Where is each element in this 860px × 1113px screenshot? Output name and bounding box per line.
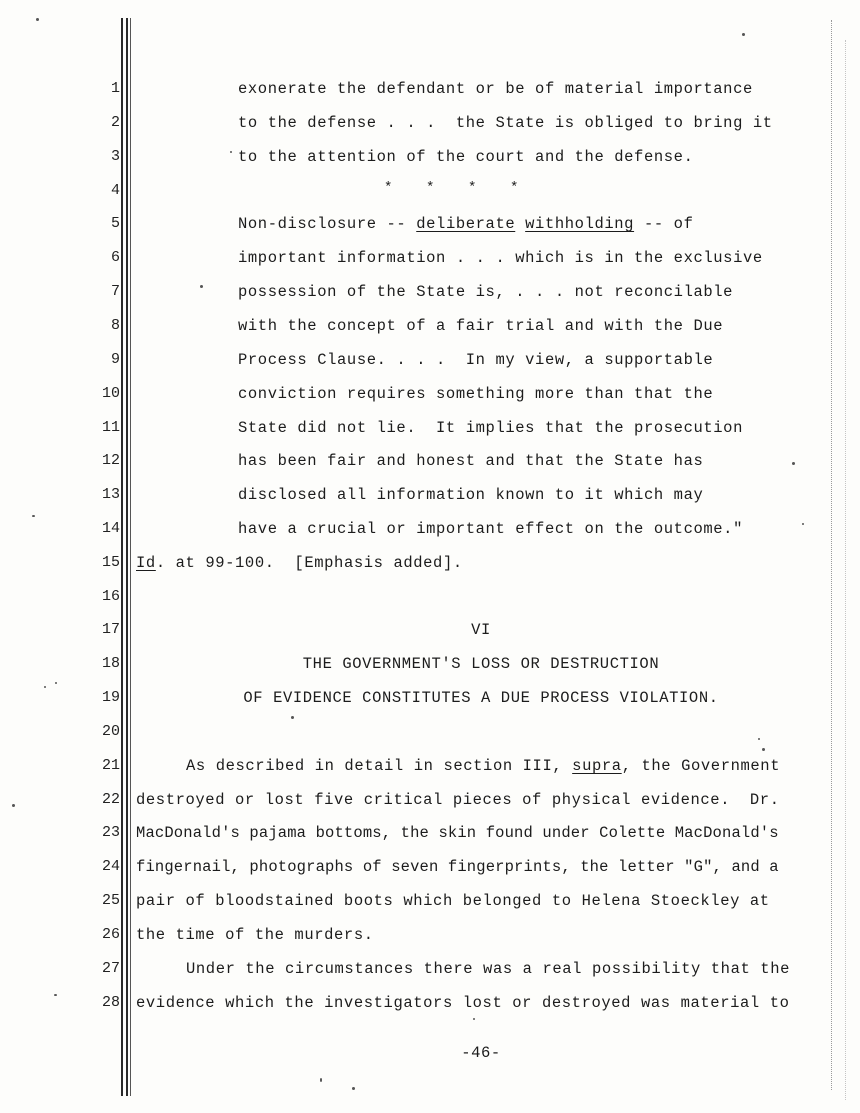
citation-text: . at 99-100. [Emphasis added].	[155, 554, 463, 572]
right-scan-edge	[845, 40, 847, 1100]
line-number: 22	[101, 791, 120, 808]
body-line: pair of bloodstained boots which belonged to Helena Stoeckley at	[136, 892, 770, 910]
line-number: 12	[101, 452, 120, 469]
quote-line: has been fair and honest and that the State has	[238, 452, 704, 470]
quote-line: exonerate the defendant or be of material importance	[238, 80, 753, 98]
body-line: destroyed or lost five critical pieces of physical evidence. Dr.	[136, 791, 780, 809]
line-number: 21	[101, 757, 120, 774]
quote-line: Process Clause. . . . In my view, a supportable	[238, 351, 714, 369]
left-margin-rule-hairline	[130, 18, 131, 1096]
scan-speck	[802, 523, 804, 525]
underlined-emphasis: deliberate	[416, 215, 516, 233]
quote-line: to the defense . . . the State is obliged to bring it	[238, 114, 773, 132]
scan-speck	[762, 748, 765, 751]
line-number: 18	[101, 655, 120, 672]
underlined-supra: supra	[572, 757, 622, 775]
scan-speck	[200, 285, 203, 288]
section-heading: OF EVIDENCE CONSTITUTES A DUE PROCESS VIOLATION.	[243, 689, 719, 707]
line-number: 15	[101, 554, 120, 571]
line-number: 14	[101, 520, 120, 537]
scan-speck	[230, 151, 232, 153]
line-number: 8	[110, 317, 120, 334]
underlined-emphasis: withholding	[525, 215, 635, 233]
body-line: evidence which the investigators lost or destroyed was material to	[136, 994, 790, 1012]
quote-line: have a crucial or important effect on the outcome."	[238, 520, 743, 538]
line-number: 16	[101, 588, 120, 605]
quote-line	[238, 214, 694, 234]
body-line: Under the circumstances there was a real possibility that the	[186, 960, 790, 978]
scan-speck	[36, 18, 39, 21]
body-text: , the Government	[621, 757, 781, 775]
left-margin-rule	[121, 18, 123, 1096]
line-number: 3	[110, 148, 120, 165]
line-number: 26	[101, 926, 120, 943]
quote-text	[515, 215, 525, 233]
page-number: -46-	[461, 1044, 501, 1062]
quote-line: with the concept of a fair trial and with the Due	[238, 317, 724, 335]
citation-id: Id	[136, 554, 156, 572]
scan-speck	[320, 1078, 322, 1082]
line-number: 28	[101, 994, 120, 1011]
body-line: fingernail, photographs of seven fingerprints, the letter "G", and a	[136, 858, 779, 876]
scan-speck	[792, 462, 795, 465]
left-margin-rule-inner	[126, 18, 128, 1096]
body-text: As described in detail in section III,	[186, 757, 573, 775]
scan-speck	[32, 515, 35, 517]
quote-text: -- of	[634, 215, 694, 233]
ellipsis-stars: * * * *	[384, 180, 519, 196]
line-number: 7	[110, 283, 120, 300]
line-number: 2	[110, 114, 120, 131]
quote-text: Non-disclosure --	[238, 215, 417, 233]
line-number: 5	[110, 215, 120, 232]
scan-speck	[55, 682, 57, 684]
line-number: 6	[110, 249, 120, 266]
line-number: 20	[101, 723, 120, 740]
line-number: 27	[101, 960, 120, 977]
scan-speck	[291, 716, 294, 719]
line-number: 19	[101, 689, 120, 706]
line-number: 1	[110, 80, 120, 97]
quote-line: disclosed all information known to it which may	[238, 486, 704, 504]
body-line: the time of the murders.	[136, 926, 374, 944]
line-number: 24	[101, 858, 120, 875]
scan-speck	[473, 1018, 475, 1020]
line-number: 10	[101, 385, 120, 402]
scan-speck	[54, 994, 57, 996]
quote-line: important information . . . which is in the exclusive	[238, 249, 763, 267]
line-number: 13	[101, 486, 120, 503]
body-line	[186, 756, 780, 776]
scan-speck	[742, 33, 745, 36]
section-heading: THE GOVERNMENT'S LOSS OR DESTRUCTION	[302, 655, 660, 673]
line-number: 11	[101, 419, 120, 436]
scan-speck	[352, 1087, 355, 1090]
quote-line: State did not lie. It implies that the prosecution	[238, 419, 743, 437]
quote-line: to the attention of the court and the defense.	[238, 148, 694, 166]
section-number: VI	[471, 621, 491, 639]
line-number: 23	[101, 824, 120, 841]
scan-speck	[12, 804, 15, 807]
line-number: 4	[110, 182, 120, 199]
scan-speck	[758, 738, 760, 740]
line-number: 17	[101, 621, 120, 638]
line-number: 25	[101, 892, 120, 909]
scan-speck	[44, 686, 46, 688]
quote-line: conviction requires something more than that the	[238, 385, 714, 403]
quote-line: possession of the State is, . . . not reconcilable	[238, 283, 734, 301]
line-number: 9	[110, 351, 120, 368]
citation-line	[136, 553, 463, 573]
right-margin-rule	[831, 20, 833, 1090]
body-line: MacDonald's pajama bottoms, the skin found under Colette MacDonald's	[136, 824, 779, 842]
